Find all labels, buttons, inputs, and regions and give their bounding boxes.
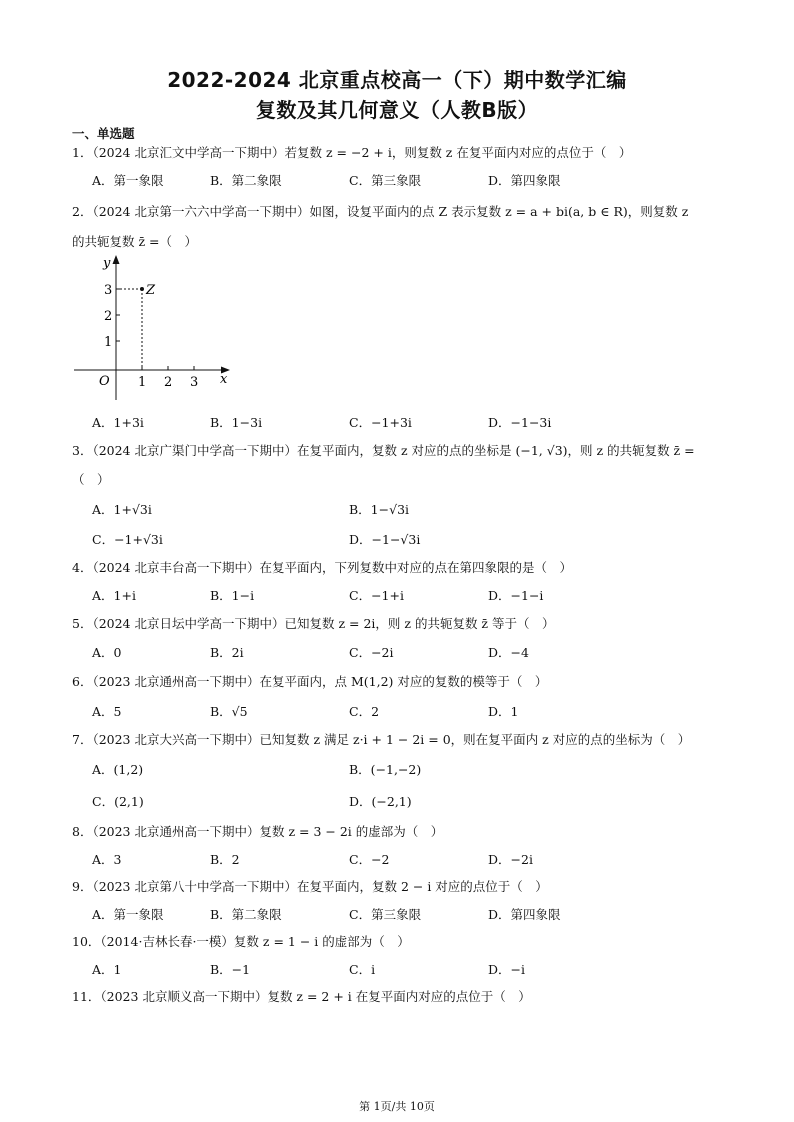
question-6-stem: 6．（2023 北京通州高一下期中）在复平面内，点 M(1,2) 对应的复数的模等于（ ）: [72, 674, 548, 689]
question-7-option-c: C．(2,1): [92, 794, 144, 809]
question-4-stem: 4．（2024 北京丰台高一下期中）在复平面内，下列复数中对应的点在第四象限的是（ ）: [72, 560, 572, 575]
question-8-option-c: C．−2: [349, 852, 390, 867]
question-7-option-a: A．(1,2): [92, 762, 144, 777]
question-11-stem: 11．（2023 北京顺义高一下期中）复数 z = 2 + i 在复平面内对应的点位于（ ）: [72, 989, 531, 1004]
question-3-stem-cont: （ ）: [72, 472, 110, 487]
question-9-option-c: C．第三象限: [349, 907, 422, 922]
question-8-option-d: D．−2i: [488, 852, 533, 867]
question-6-option-a: A．5: [92, 704, 122, 719]
question-7-option-b: B．(−1,−2): [349, 762, 422, 777]
question-9-option-b: B．第二象限: [210, 907, 282, 922]
question-7-stem: 7．（2023 北京大兴高一下期中）已知复数 z 满足 z·i + 1 − 2i = 0，则在复平面内 z 对应的点的坐标为（ ）: [72, 732, 691, 747]
page-footer: 第 1页/共 10页: [359, 1100, 435, 1113]
question-2-option-b: B．1−3i: [210, 415, 263, 430]
point-z: [140, 287, 144, 291]
section-heading: 一、单选题: [72, 126, 135, 141]
point-z-label: Z: [146, 283, 156, 298]
question-4-option-d: D．−1−i: [488, 588, 544, 603]
question-5-option-b: B．2i: [210, 645, 244, 660]
question-10-option-d: D．−i: [488, 962, 525, 977]
question-9-option-d: D．第四象限: [488, 907, 561, 922]
x-tick-label-1: 1: [138, 375, 147, 390]
question-6-option-c: C．2: [349, 704, 380, 719]
x-tick-label-3: 3: [190, 375, 199, 390]
y-tick-label-1: 1: [104, 335, 113, 350]
question-2-option-c: C．−1+3i: [349, 415, 412, 430]
question-4-option-b: B．1−i: [210, 588, 255, 603]
document-title-line2: 复数及其几何意义（人教B版）: [255, 98, 539, 122]
question-1-option-b: B．第二象限: [210, 173, 282, 188]
question-2-stem: 2．（2024 北京第一六六中学高一下期中）如图，设复平面内的点 Z 表示复数 z = a + bi(a, b ∈ R)，则复数 z: [72, 204, 689, 219]
x-tick-label-2: 2: [164, 375, 173, 390]
question-10-stem: 10．（2014·吉林长春·一模）复数 z = 1 − i 的虚部为（ ）: [72, 934, 410, 949]
question-10-option-a: A．1: [92, 962, 122, 977]
question-3-stem: 3．（2024 北京广渠门中学高一下期中）在复平面内，复数 z 对应的点的坐标是 (−1, √3)，则 z 的共轭复数 z̄ =: [72, 443, 695, 458]
y-axis-label: y: [103, 256, 111, 271]
question-3-option-d: D．−1−√3i: [349, 532, 421, 547]
y-tick-label-3: 3: [104, 283, 113, 298]
question-8-option-b: B．2: [210, 852, 240, 867]
question-5-stem: 5．（2024 北京日坛中学高一下期中）已知复数 z = 2i，则 z 的共轭复数 z̄ 等于（ ）: [72, 616, 555, 631]
question-4-option-c: C．−1+i: [349, 588, 404, 603]
x-axis-label: x: [220, 372, 228, 387]
question-1-option-d: D．第四象限: [488, 173, 561, 188]
question-6-option-d: D．1: [488, 704, 519, 719]
document-title-line1: 2022-2024 北京重点校高一（下）期中数学汇编: [167, 68, 627, 92]
question-3-option-b: B．1−√3i: [349, 502, 410, 517]
question-1-option-a: A．第一象限: [92, 173, 164, 188]
question-3-option-c: C．−1+√3i: [92, 532, 163, 547]
question-10-option-c: C．i: [349, 962, 376, 977]
question-5-option-a: A．0: [92, 645, 122, 660]
question-8-stem: 8．（2023 北京通州高一下期中）复数 z = 3 − 2i 的虚部为（ ）: [72, 824, 444, 839]
question-2-option-d: D．−1−3i: [488, 415, 552, 430]
y-tick-label-2: 2: [104, 309, 113, 324]
question-5-option-d: D．−4: [488, 645, 529, 660]
question-7-option-d: D．(−2,1): [349, 794, 412, 809]
question-5-option-c: C．−2i: [349, 645, 394, 660]
question-4-option-a: A．1+i: [92, 588, 136, 603]
question-9-option-a: A．第一象限: [92, 907, 164, 922]
origin-label: O: [99, 374, 110, 389]
question-3-option-a: A．1+√3i: [92, 502, 152, 517]
question-1-option-c: C．第三象限: [349, 173, 422, 188]
question-2-option-a: A．1+3i: [92, 415, 144, 430]
complex-plane-figure: [70, 252, 240, 402]
question-6-option-b: B．√5: [210, 704, 248, 719]
question-9-stem: 9．（2023 北京第八十中学高一下期中）在复平面内，复数 2 − i 对应的点位于（ ）: [72, 879, 548, 894]
question-10-option-b: B．−1: [210, 962, 251, 977]
question-1-stem: 1．（2024 北京汇文中学高一下期中）若复数 z = −2 + i，则复数 z 在复平面内对应的点位于（ ）: [72, 145, 632, 160]
y-axis-arrow: [113, 255, 120, 264]
question-8-option-a: A．3: [92, 852, 122, 867]
question-2-stem-cont: 的共轭复数 z̄ =（ ）: [72, 234, 198, 249]
